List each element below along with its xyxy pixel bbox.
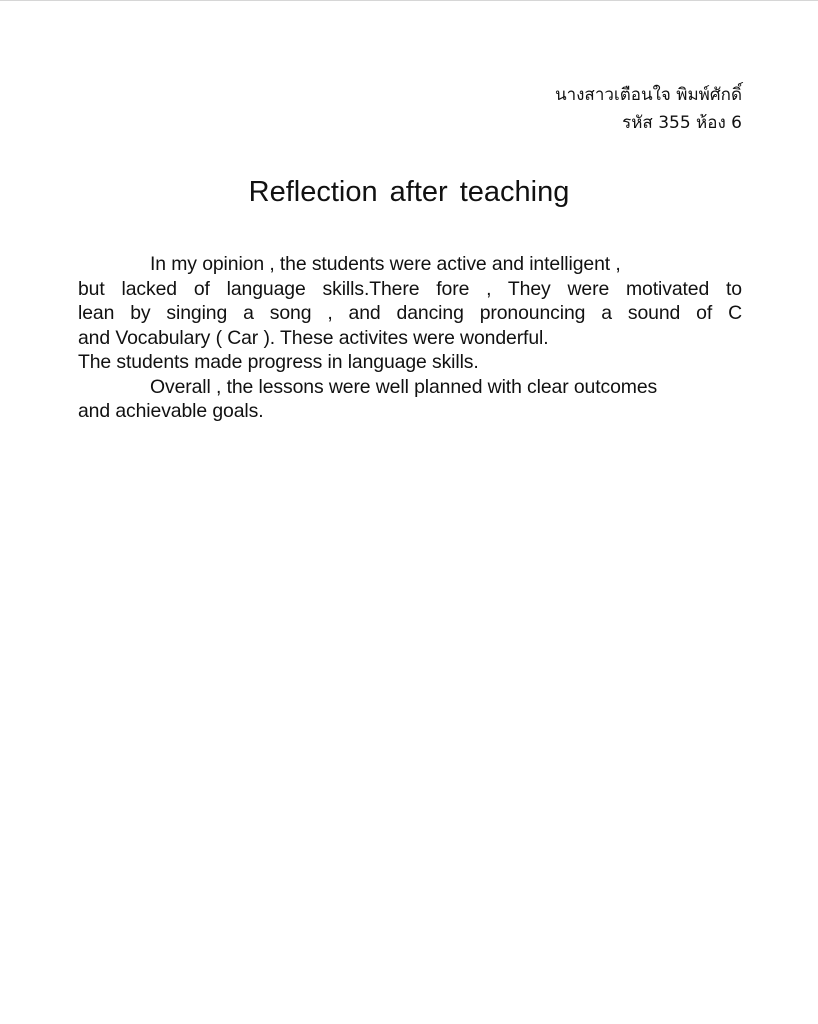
body-line: Overall , the lessons were well planned with clear outcomes: [150, 375, 658, 398]
body-line: lean by singing a song , and dancing pronouncing a sound of C: [78, 302, 742, 324]
body-line: and Vocabulary ( Car ). These activites were wonderful.: [78, 326, 549, 349]
body-line: The students made progress in language skills.: [78, 351, 479, 373]
body-line: and achievable goals.: [78, 400, 264, 422]
student-code-room: รหัส 355 ห้อง 6: [622, 113, 742, 133]
document-title: Reflection after teaching: [248, 176, 570, 208]
reflection-body: [78, 252, 742, 424]
author-name: นางสาวเตือนใจ พิมพ์ศักดิ์: [554, 85, 742, 105]
body-line: In my opinion , the students were active and intelligent ,: [150, 253, 621, 275]
author-header: [555, 81, 742, 137]
body-line: but lacked of language skills.There fore , They were motivated to: [78, 277, 742, 300]
